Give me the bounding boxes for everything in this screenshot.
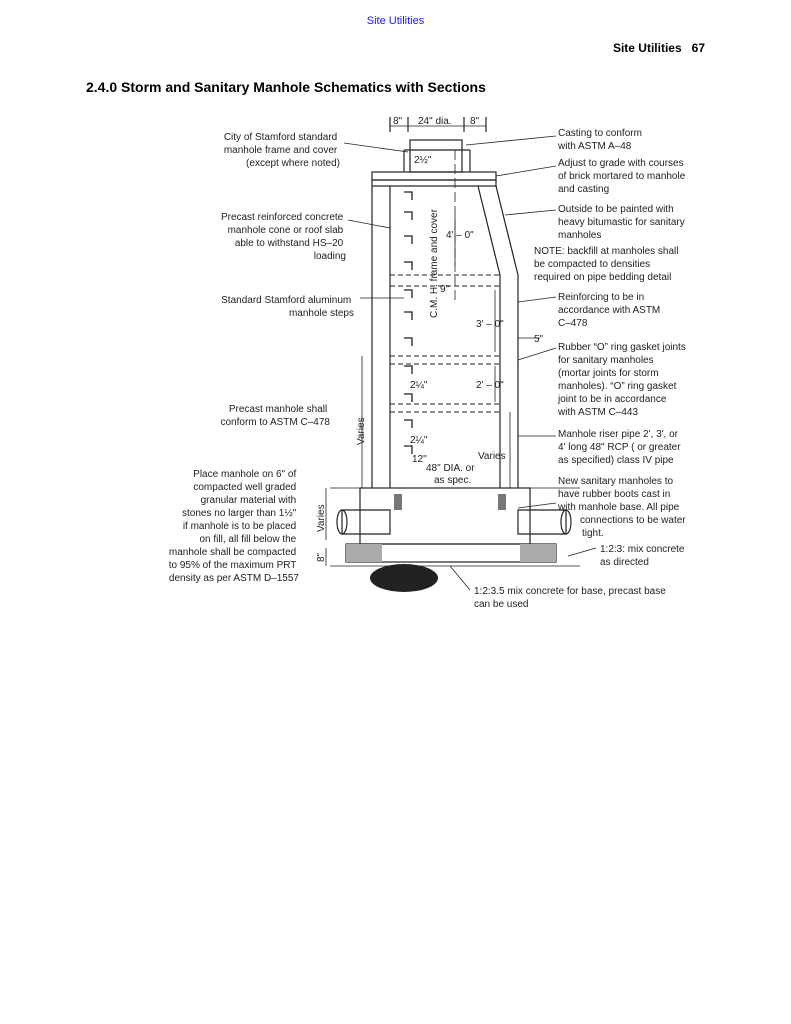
dim-dia48-l2: as spec. [434,475,472,486]
dim-cone-height: 4' – 0" [446,230,474,241]
dim-varies-left: Varies [356,417,367,445]
dim-varies-pipe: Varies [316,504,327,532]
site-utilities-link[interactable]: Site Utilities [366,15,425,27]
label-boots: New sanitary manholes to have rubber boots cast in with manhole base. All pipe connections to be water tight. [558,476,686,539]
dim-12: 12" [412,454,427,465]
label-cone: Precast reinforced concrete manhole cone or roof slab able to withstand HS–20 loading [220,212,346,262]
dim-base8: 8" [316,552,327,562]
label-casting: Casting to conform with ASTM A–48 [558,128,642,152]
label-reinforcing: Reinforcing to be in accordance with ASTM C–478 [558,292,661,329]
label-adjust: Adjust to grade with courses of brick mortared to manhole and casting [558,158,686,195]
dim-dia48-l1: 48" DIA. or [426,463,475,474]
label-riser: Manhole riser pipe 2', 3', or 4' long 48" RCP ( or greater as specified) class IV pipe [558,429,681,466]
dim-riser2: 2' – 0" [476,380,504,391]
label-mix123: 1:2:3: mix concrete as directed [600,544,685,568]
dim-top-right: 8" [470,116,480,127]
dim-214b: 2¼" [410,435,428,446]
dim-varies-inner: Varies [478,451,506,462]
section-title: 2.4.0 Storm and Sanitary Manhole Schematics with Sections [86,79,486,95]
label-outside: Outside to be painted with heavy bitumastic for sanitary manholes [558,204,685,241]
dim-top-center: 24" dia. [418,116,452,127]
label-rubber: Rubber “O” ring gasket joints for sanitary manholes (mortar joints for storm manholes). “O” ring gasket joint to be in accordance with ASTM C–443 [558,342,686,418]
dim-step-offset: 9" [440,284,450,295]
label-conform: Precast manhole shall conform to ASTM C–478 [220,404,330,428]
label-frame: City of Stamford standard manhole frame and cover (except where noted) [223,132,340,169]
label-note: NOTE: backfill at manholes shall be compacted to densities required on pipe bedding detail [534,246,679,283]
page-number: 67 [691,41,705,55]
running-title: Site Utilities [612,41,682,55]
dim-wall5: 5" [534,334,544,345]
dim-214a: 2¼" [410,380,428,391]
centerline-label: C.M. H. frame and cover [429,209,440,318]
dim-riser3: 3' – 0" [476,319,504,330]
manhole-schematic-figure [0,110,791,620]
dim-top-left: 8" [393,116,403,127]
label-base: Place manhole on 6" of compacted well graded granular material with stones no larger than 1½" if manhole is to be placed on fill, all fill below the manhole shall be compacted to 95% of the maximum PRT density as per ASTM D–1557 [168,469,299,584]
running-head [613,41,705,55]
label-mix1235: 1:2:3.5 mix concrete for base, precast base can be used [474,586,666,610]
dim-212: 2½" [414,155,432,166]
label-steps: Standard Stamford aluminum manhole steps [221,295,354,319]
